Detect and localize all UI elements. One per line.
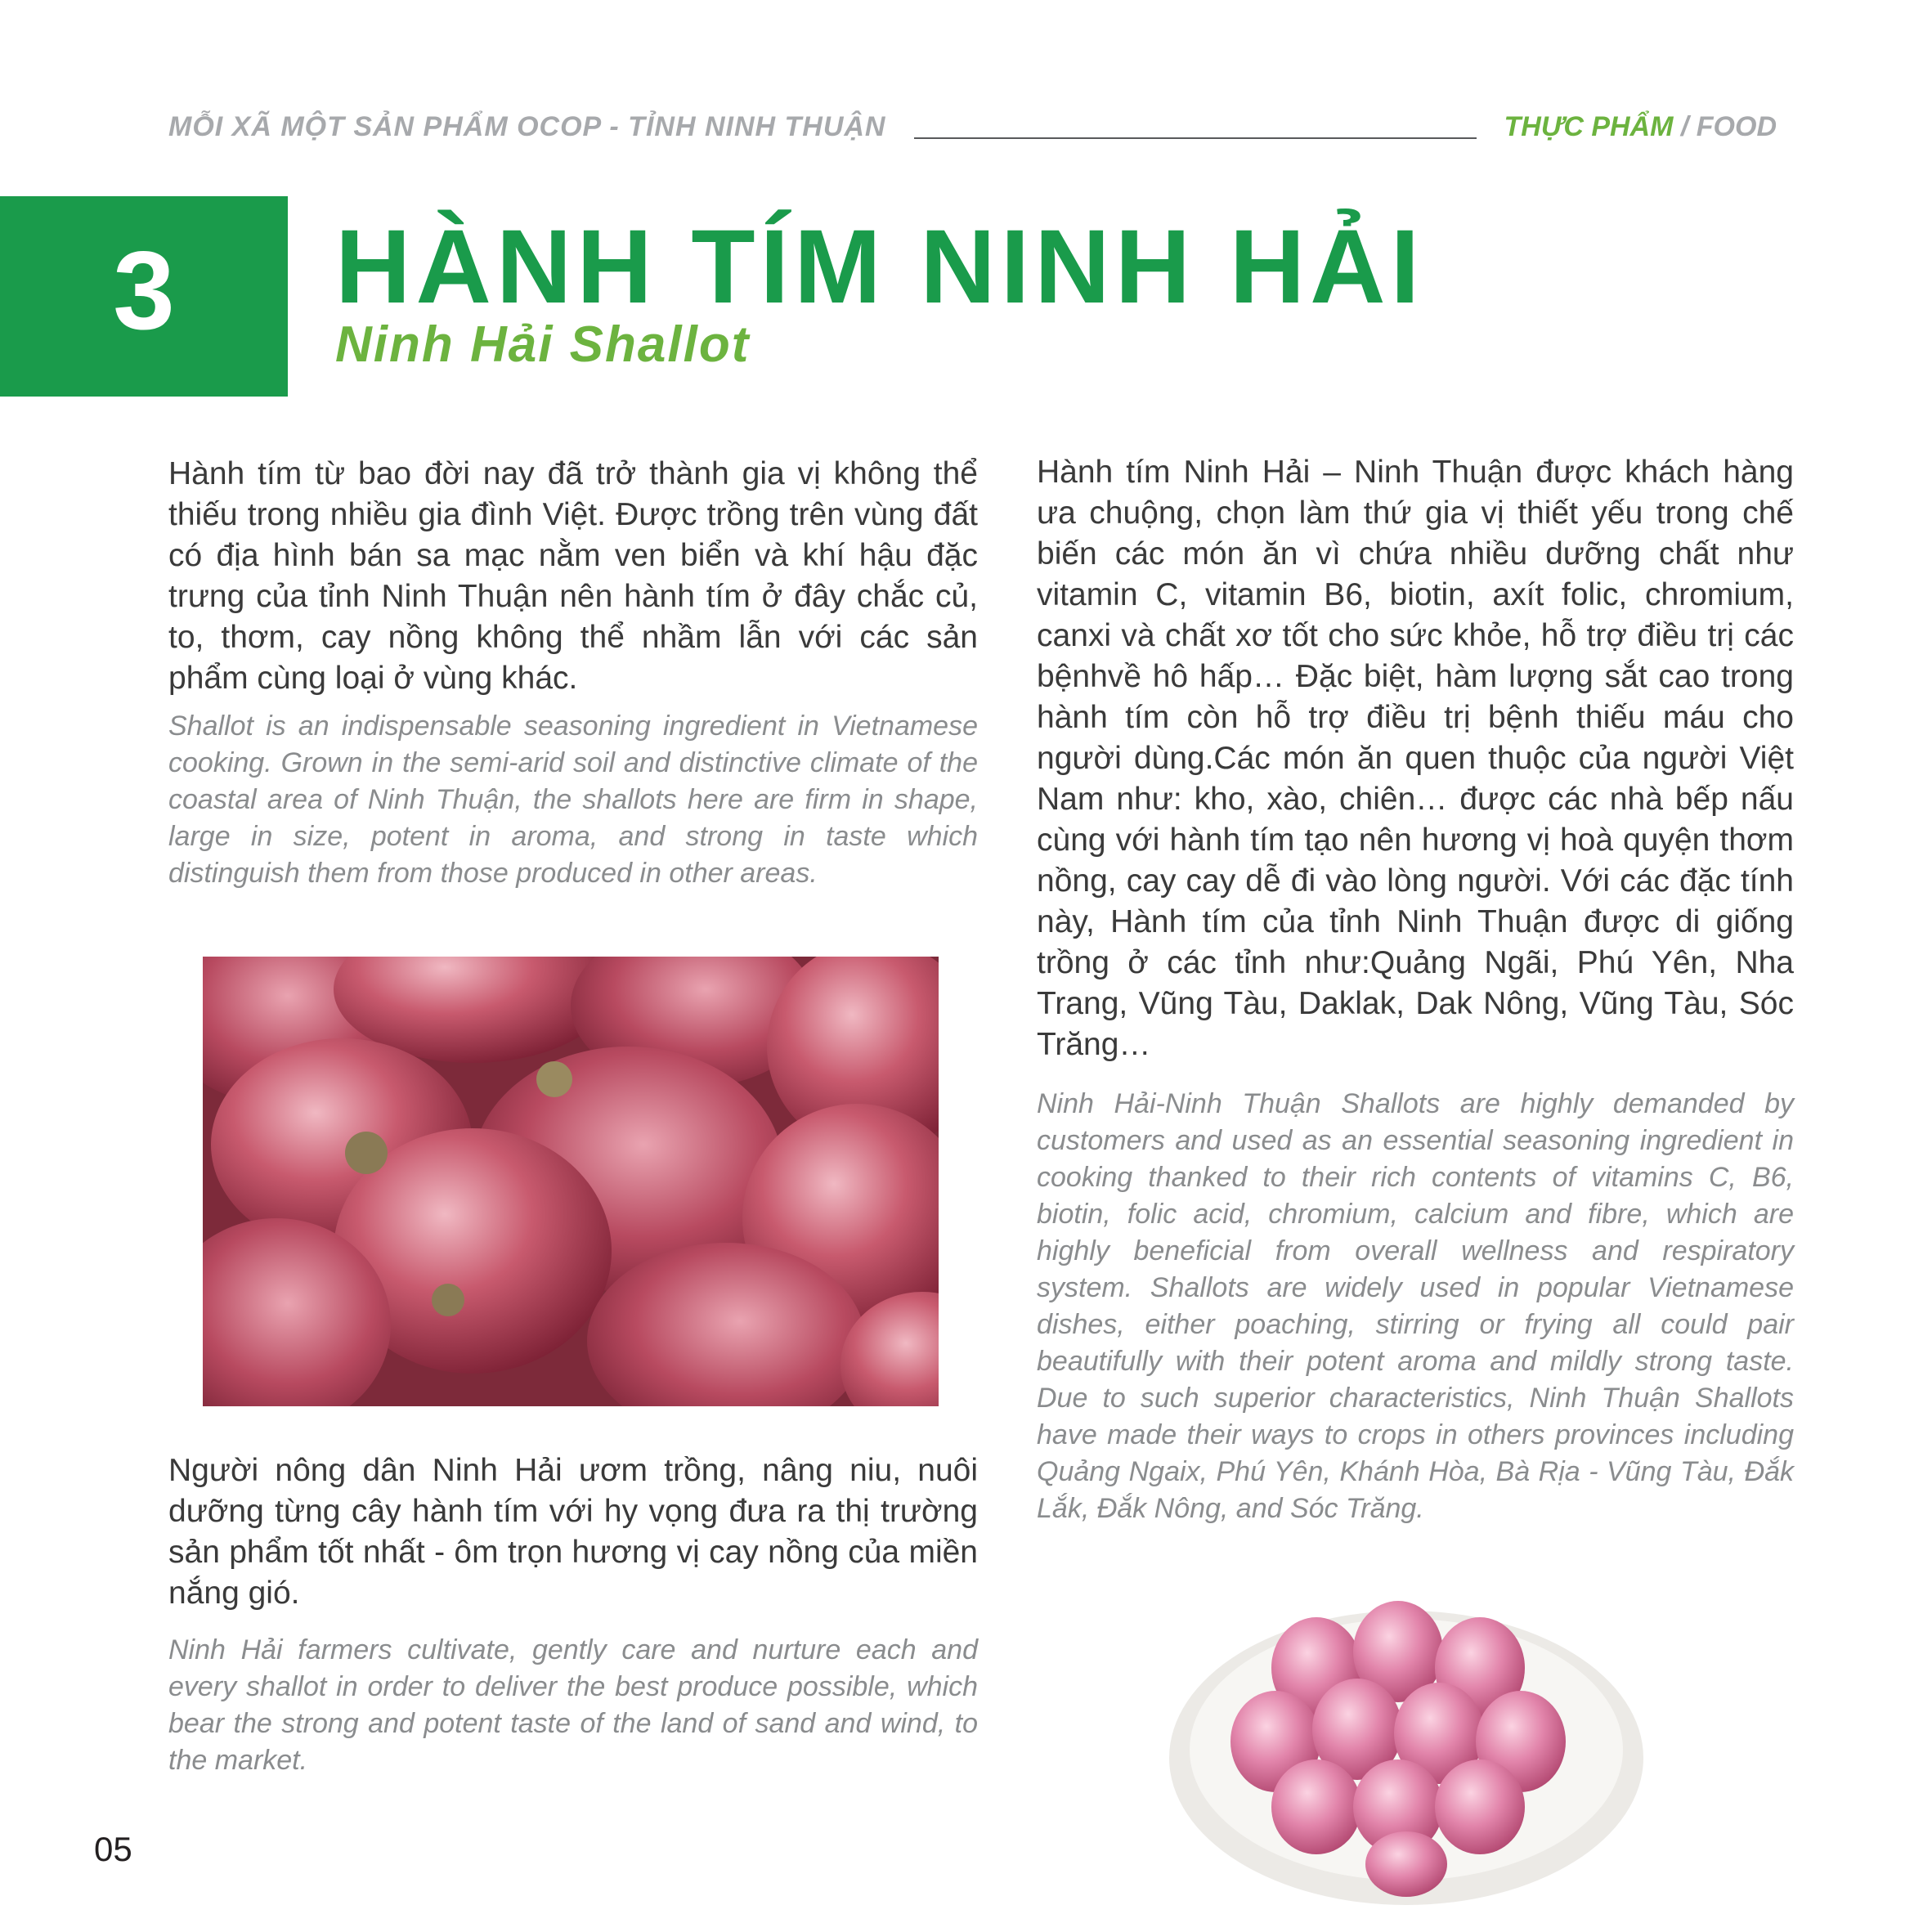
category-en: FOOD (1696, 111, 1777, 142)
page-title: HÀNH TÍM NINH HẢI (335, 208, 1425, 325)
page-number: 05 (94, 1830, 132, 1868)
product-number-box (0, 196, 288, 397)
benefits-paragraph-vi: Hành tím Ninh Hải – Ninh Thuận được khách hàng ưa chuộng, chọn làm thứ gia vị thiết yếu trong chế biến các món ăn vì chứa nhiều dưỡng chất như vitamin C, vitamin B6, biotin, axít folic, chromium, canxi và chất xơ tốt cho sức khỏe, hỗ trợ điều trị các bệnhvề hô hấp… Đặc biệt, hàm lượng sắt cao trong hành tím còn hỗ trợ điều trị bệnh thiếu máu cho người dùng.Các món ăn quen thuộc của người Việt Nam như: kho, xào, chiên… được các nhà bếp nấu cùng với hành tím tạo nên hương vị hoà quyện thơm nồng, cay cay dễ đi vào lòng người. Với các đặc tính này, Hành tím của tỉnh Ninh Thuận được di giống trồng ở các tỉnh như:Quảng Ngãi, Phú Yên, Nha Trang, Vũng Tàu, Daklak, Dak Nông, Vũng Tàu, Sóc Trăng… (1037, 455, 1794, 1062)
product-number: 3 (113, 228, 175, 352)
header-divider (914, 137, 1477, 139)
header-publication-title: MỖI XÃ MỘT SẢN PHẨM OCOP - TỈNH NINH THUẬN (168, 111, 886, 142)
category-separator: / (1680, 111, 1689, 142)
shallot-bowl-illustration (1145, 1562, 1668, 1921)
benefits-paragraph-en: Ninh Hải-Ninh Thuận Shallots are highly demanded by customers and used as an essential seasoning ingredient in cooking thanked to their rich contents of vitamins C, B6, biotin, folic acid, chromium, calcium and fibre, which are highly beneficial from overall wellness and respiratory system. Shallots are widely used in popular Vietnamese dishes, either poaching, stirring or frying all could pair beautifully with their potent aroma and mildly strong taste. Due to such superior characteristics, Ninh Thuận Shallots have made their ways to crops in others provinces including Quảng Ngaix, Phú Yên, Khánh Hòa, Bà Rịa - Vũng Tàu, Đắk Lắk, Đắk Nông, and Sóc Trăng. (1037, 1088, 1794, 1524)
header-category (1504, 111, 1777, 143)
shallot-bowl-photo (1145, 1562, 1668, 1921)
page-subtitle: Ninh Hải Shallot (335, 316, 751, 373)
intro-paragraph-vi: Hành tím từ bao đời nay đã trở thành gia vị không thể thiếu trong nhiều gia đình Việt. Được trồng trên vùng đất có địa hình bán sa mạc nằm ven biển và khí hậu đặc trưng của tỉnh Ninh Thuận nên hành tím ở đây chắc củ, to, thơm, cay nồng không thể nhầm lẫn với các sản phẩm cùng loại ở vùng khác. (168, 456, 978, 696)
intro-paragraph-en: Shallot is an indispensable seasoning ingredient in Vietnamese cooking. Grown in the semi-arid soil and distinctive climate of the coastal area of Ninh Thuận, the shallots here are firm in shape, large in size, potent in aroma, and strong in taste which distinguish them from those produced in other areas. (168, 710, 978, 889)
category-vi: THỰC PHẨM (1504, 111, 1674, 142)
shallot-pile-photo (203, 957, 939, 1406)
farmers-paragraph-en: Ninh Hải farmers cultivate, gently care and nurture each and every shallot in order to deliver the best produce possible, which bear the strong and potent taste of the land of sand and wind, to the market. (168, 1634, 978, 1776)
farmers-paragraph-vi: Người nông dân Ninh Hải ươm trồng, nâng niu, nuôi dưỡng từng cây hành tím với hy vọng đưa ra thị trường sản phẩm tốt nhất - ôm trọn hương vị cay nồng của miền nắng gió. (168, 1453, 978, 1611)
shallot-pile-illustration (203, 957, 939, 1406)
